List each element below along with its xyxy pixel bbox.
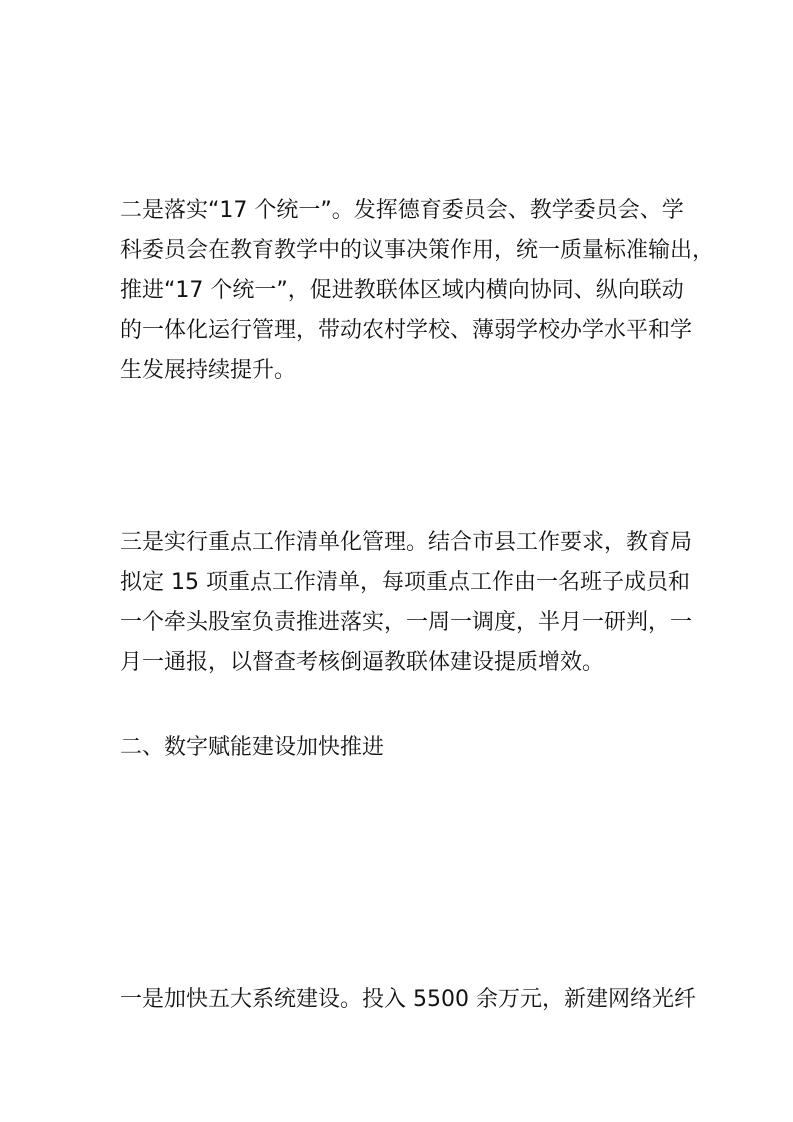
text-line: 一个牵头股室负责推进落实，一周一调度，半月一研判，一 [120, 610, 693, 635]
text-line: 生发展持续提升。 [120, 358, 297, 383]
text-line: 推进“17 个统一”，促进教联体区域内横向协同、纵向联动 [120, 278, 684, 303]
text-line: 月一通报，以督查考核倒逼教联体建设提质增效。 [120, 650, 605, 675]
heading-text: 二、数字赋能建设加快推进 [120, 735, 385, 760]
text-line: 一是加快五大系统建设。投入 5500 余万元，新建网络光纤 [120, 987, 696, 1012]
text-line: 二是落实“17 个统一”。发挥德育委员会、教学委员会、学 [120, 198, 684, 223]
text-line: 的一体化运行管理，带动农村学校、薄弱学校办学水平和学 [120, 318, 693, 343]
text-line: 三是实行重点工作清单化管理。结合市县工作要求，教育局 [120, 530, 693, 555]
text-line: 科委员会在教育教学中的议事决策作用，统一质量标准输出， [120, 238, 715, 263]
text-line: 拟定 15 项重点工作清单，每项重点工作由一名班子成员和 [120, 570, 690, 595]
